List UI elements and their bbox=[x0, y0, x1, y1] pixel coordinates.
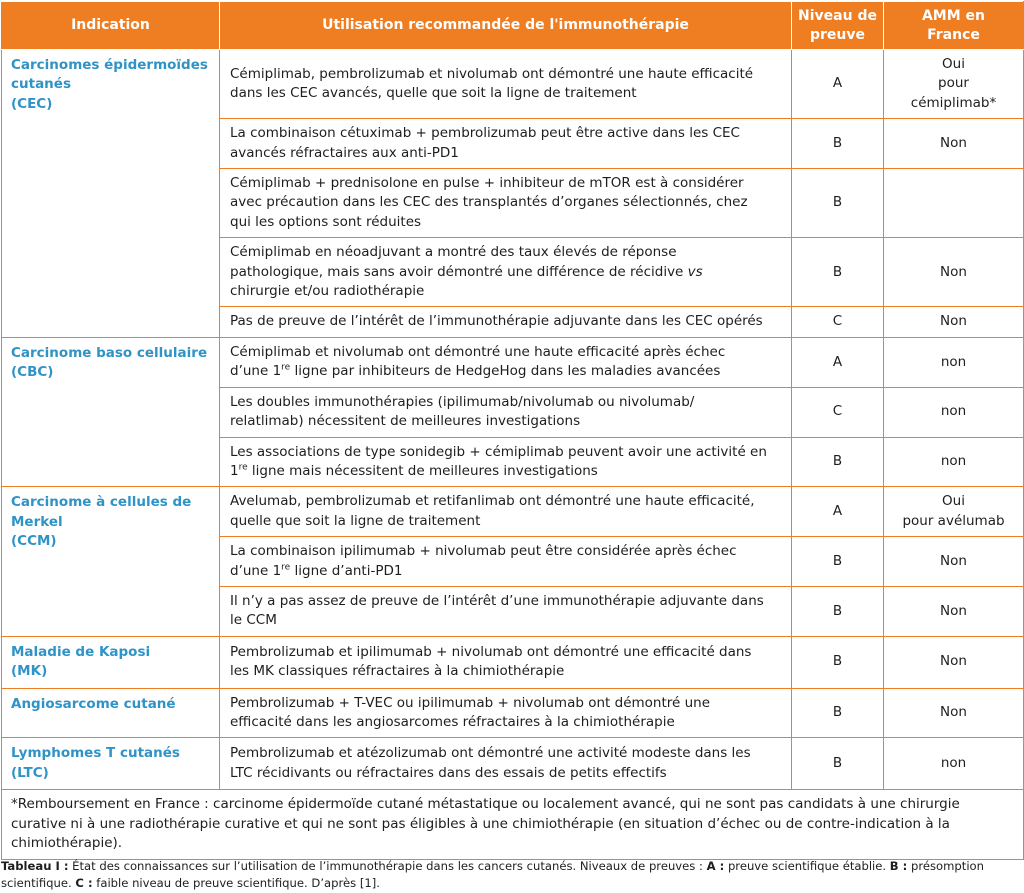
table-row bbox=[2, 636, 1024, 688]
indication-line: Merkel bbox=[11, 513, 63, 530]
amm-cell bbox=[884, 636, 1024, 688]
recommendation-line: Pembrolizumab + T-VEC ou ipilimumab + nivolumab ont démontré une bbox=[230, 694, 711, 711]
header-amm bbox=[884, 2, 1024, 50]
evidence-level-cell: B bbox=[792, 688, 884, 738]
evidence-level-cell: B bbox=[792, 119, 884, 169]
recommendation-line: 1re ligne mais nécessitent de meilleures investigations bbox=[230, 462, 598, 479]
indication-cell bbox=[2, 738, 220, 790]
amm-line: Non bbox=[940, 552, 967, 569]
amm-line: Non bbox=[940, 134, 967, 151]
evidence-level-cell: C bbox=[792, 387, 884, 437]
recommendation-cell bbox=[220, 238, 792, 307]
recommendation-line: Il n’y a pas assez de preuve de l’intérêt d’une immunothérapie adjuvante dans bbox=[230, 592, 764, 609]
recommendation-line: les MK classiques réfractaires à la chimiothérapie bbox=[230, 663, 565, 680]
header-niveau bbox=[792, 2, 884, 50]
recommendation-cell bbox=[220, 688, 792, 738]
evidence-level-cell: C bbox=[792, 307, 884, 337]
amm-line: non bbox=[940, 403, 967, 420]
recommendation-line: La combinaison ipilimumab + nivolumab peut être considérée après échec bbox=[230, 543, 737, 560]
table-row bbox=[2, 487, 1024, 537]
amm-cell bbox=[884, 238, 1024, 307]
evidence-level-cell: B bbox=[792, 169, 884, 238]
amm-cell bbox=[884, 387, 1024, 437]
recommendation-cell bbox=[220, 119, 792, 169]
amm-line: Non bbox=[940, 704, 967, 721]
recommendation-cell bbox=[220, 387, 792, 437]
amm-line: Non bbox=[940, 602, 967, 619]
recommendation-line: le CCM bbox=[230, 612, 277, 629]
amm-cell bbox=[884, 688, 1024, 738]
indication-cell bbox=[2, 636, 220, 688]
indication-line: Maladie de Kaposi bbox=[11, 643, 151, 660]
recommendation-cell bbox=[220, 169, 792, 238]
table-header-row bbox=[2, 2, 1024, 50]
caption-level-b-text-cont: scientifique. bbox=[1, 876, 76, 890]
evidence-level-cell: B bbox=[792, 238, 884, 307]
header-amm-line: AMM en bbox=[921, 7, 986, 24]
recommendation-line: avancés réfractaires aux anti-PD1 bbox=[230, 144, 459, 161]
recommendation-cell bbox=[220, 307, 792, 337]
evidence-level-cell: B bbox=[792, 738, 884, 790]
amm-line: Non bbox=[940, 653, 967, 670]
footnote-line: curative ni à une radiothérapie curative et qui ne sont pas éligibles à une chimiothérapie (en situation d’échec ou de contre-indication à la bbox=[11, 815, 950, 832]
header-utilisation: Utilisation recommandée de l'immunothérapie bbox=[220, 2, 792, 50]
amm-cell bbox=[884, 738, 1024, 790]
header-amm-line: France bbox=[927, 26, 980, 43]
evidence-table bbox=[1, 1, 1024, 860]
caption-level-a-text: preuve scientifique établie. bbox=[724, 859, 890, 873]
recommendation-line: efficacité dans les angiosarcomes réfractaires à la chimiothérapie bbox=[230, 713, 675, 730]
amm-cell bbox=[884, 307, 1024, 337]
recommendation-line: Pembrolizumab et ipilimumab + nivolumab ont démontré une efficacité dans bbox=[230, 643, 752, 660]
recommendation-cell bbox=[220, 50, 792, 119]
amm-cell bbox=[884, 537, 1024, 587]
indication-cell bbox=[2, 50, 220, 338]
caption-level-b-text: présomption bbox=[907, 859, 984, 873]
recommendation-line: Cémiplimab + prednisolone en pulse + inhibiteur de mTOR est à considérer bbox=[230, 175, 744, 192]
indication-cell bbox=[2, 487, 220, 636]
recommendation-line: Cémiplimab et nivolumab ont démontré une haute efficacité après échec bbox=[230, 343, 726, 360]
table-row bbox=[2, 50, 1024, 119]
indication-line: Carcinomes épidermoïdes bbox=[11, 57, 208, 73]
indication-line: (CEC) bbox=[11, 95, 53, 112]
amm-line: non bbox=[940, 353, 967, 370]
amm-line: non bbox=[940, 453, 967, 470]
caption-line-1 bbox=[1, 858, 1023, 875]
amm-line: pour avélumab bbox=[902, 512, 1005, 529]
amm-cell bbox=[884, 437, 1024, 487]
evidence-level-cell: A bbox=[792, 337, 884, 387]
indication-line: (CBC) bbox=[11, 364, 54, 381]
recommendation-line: quelle que soit la ligne de traitement bbox=[230, 512, 481, 529]
recommendation-line: d’une 1re ligne d’anti-PD1 bbox=[230, 562, 403, 579]
amm-line: cémiplimab* bbox=[910, 94, 997, 111]
indication-cell bbox=[2, 688, 220, 738]
recommendation-cell bbox=[220, 437, 792, 487]
indication-line: (LTC) bbox=[11, 764, 49, 781]
caption-level-b-label: B : bbox=[889, 859, 908, 873]
caption-text: État des connaissances sur l’utilisation de l’immunothérapie dans les cancers cutanés. Niveaux de preuves : bbox=[68, 859, 707, 873]
recommendation-cell bbox=[220, 636, 792, 688]
amm-line: non bbox=[940, 755, 967, 772]
indication-line: Carcinome baso cellulaire bbox=[11, 344, 208, 361]
recommendation-cell bbox=[220, 537, 792, 587]
recommendation-line: d’une 1re ligne par inhibiteurs de HedgeHog dans les maladies avancées bbox=[230, 362, 721, 380]
caption-line-2 bbox=[1, 875, 1023, 892]
indication-cell bbox=[2, 337, 220, 486]
recommendation-line: dans les CEC avancés, quelle que soit la ligne de traitement bbox=[230, 85, 637, 102]
recommendation-line: Pembrolizumab et atézolizumab ont démontré une activité modeste dans les bbox=[230, 745, 751, 762]
evidence-level-cell: A bbox=[792, 487, 884, 537]
recommendation-line: pathologique, mais sans avoir démontré une différence de récidive vs bbox=[230, 263, 703, 280]
recommendation-line: relatlimab) nécessitent de meilleures investigations bbox=[230, 413, 581, 430]
recommendation-line: qui les options sont réduites bbox=[230, 213, 422, 230]
table-row bbox=[2, 337, 1024, 387]
header-niveau-line: preuve bbox=[809, 26, 865, 43]
amm-cell bbox=[884, 50, 1024, 119]
recommendation-cell bbox=[220, 586, 792, 636]
caption-level-c-label: C : bbox=[75, 876, 93, 890]
evidence-level-cell: B bbox=[792, 636, 884, 688]
amm-line: Oui bbox=[942, 493, 965, 510]
amm-line: pour bbox=[938, 75, 969, 92]
recommendation-cell bbox=[220, 487, 792, 537]
indication-line: (CCM) bbox=[11, 533, 57, 550]
indication-line: Carcinome à cellules de bbox=[11, 494, 192, 511]
header-niveau-line: Niveau de bbox=[798, 7, 877, 24]
recommendation-line: Cémiplimab, pembrolizumab et nivolumab ont démontré une haute efficacité bbox=[230, 65, 754, 82]
evidence-level-cell: A bbox=[792, 50, 884, 119]
caption-level-a-label: A : bbox=[706, 859, 725, 873]
amm-line: Oui bbox=[942, 56, 965, 72]
amm-cell bbox=[884, 169, 1024, 238]
evidence-level-cell: B bbox=[792, 586, 884, 636]
indication-line: Lymphomes T cutanés bbox=[11, 745, 180, 762]
recommendation-line: Cémiplimab en néoadjuvant a montré des taux élevés de réponse bbox=[230, 244, 677, 261]
recommendation-line: Avelumab, pembrolizumab et retifanlimab ont démontré une haute efficacité, bbox=[230, 493, 755, 510]
recommendation-line: chirurgie et/ou radiothérapie bbox=[230, 283, 425, 300]
caption-level-c-text: faible niveau de preuve scientifique. D’après [1]. bbox=[92, 876, 380, 890]
amm-line: Non bbox=[940, 313, 967, 330]
recommendation-cell bbox=[220, 337, 792, 387]
indication-line: (MK) bbox=[11, 663, 48, 680]
amm-cell bbox=[884, 487, 1024, 537]
caption-label: Tableau I : bbox=[1, 859, 69, 873]
recommendation-line: Pas de preuve de l’intérêt de l’immunothérapie adjuvante dans les CEC opérés bbox=[230, 313, 763, 330]
table-row bbox=[2, 688, 1024, 738]
header-indication: Indication bbox=[2, 2, 220, 50]
recommendation-line: Les associations de type sonidegib + cémiplimab peuvent avoir une activité en bbox=[230, 443, 767, 460]
amm-cell bbox=[884, 119, 1024, 169]
footnote-line: *Remboursement en France : carcinome épidermoïde cutané métastatique ou localement avancé, qui ne sont pas candidats à une chirurgie bbox=[11, 796, 960, 813]
footnote-cell bbox=[2, 790, 1024, 860]
amm-cell bbox=[884, 586, 1024, 636]
amm-cell bbox=[884, 337, 1024, 387]
indication-line: cutanés bbox=[11, 76, 71, 93]
recommendation-cell bbox=[220, 738, 792, 790]
evidence-level-cell: B bbox=[792, 537, 884, 587]
indication-line: Angiosarcome cutané bbox=[11, 695, 176, 712]
footnote-line: chimiothérapie). bbox=[11, 835, 123, 851]
table-row bbox=[2, 738, 1024, 790]
footnote-row bbox=[2, 790, 1024, 860]
recommendation-line: LTC récidivants ou réfractaires dans des essais de petits effectifs bbox=[230, 764, 667, 781]
evidence-level-cell: B bbox=[792, 437, 884, 487]
recommendation-line: Les doubles immunothérapies (ipilimumab/nivolumab ou nivolumab/ bbox=[230, 393, 695, 410]
recommendation-line: La combinaison cétuximab + pembrolizumab peut être active dans les CEC bbox=[230, 125, 740, 142]
recommendation-line: avec précaution dans les CEC des transplantés d’organes sélectionnés, chez bbox=[230, 194, 748, 211]
table-body bbox=[2, 50, 1024, 860]
table-caption bbox=[1, 858, 1023, 892]
amm-line: Non bbox=[940, 263, 967, 280]
